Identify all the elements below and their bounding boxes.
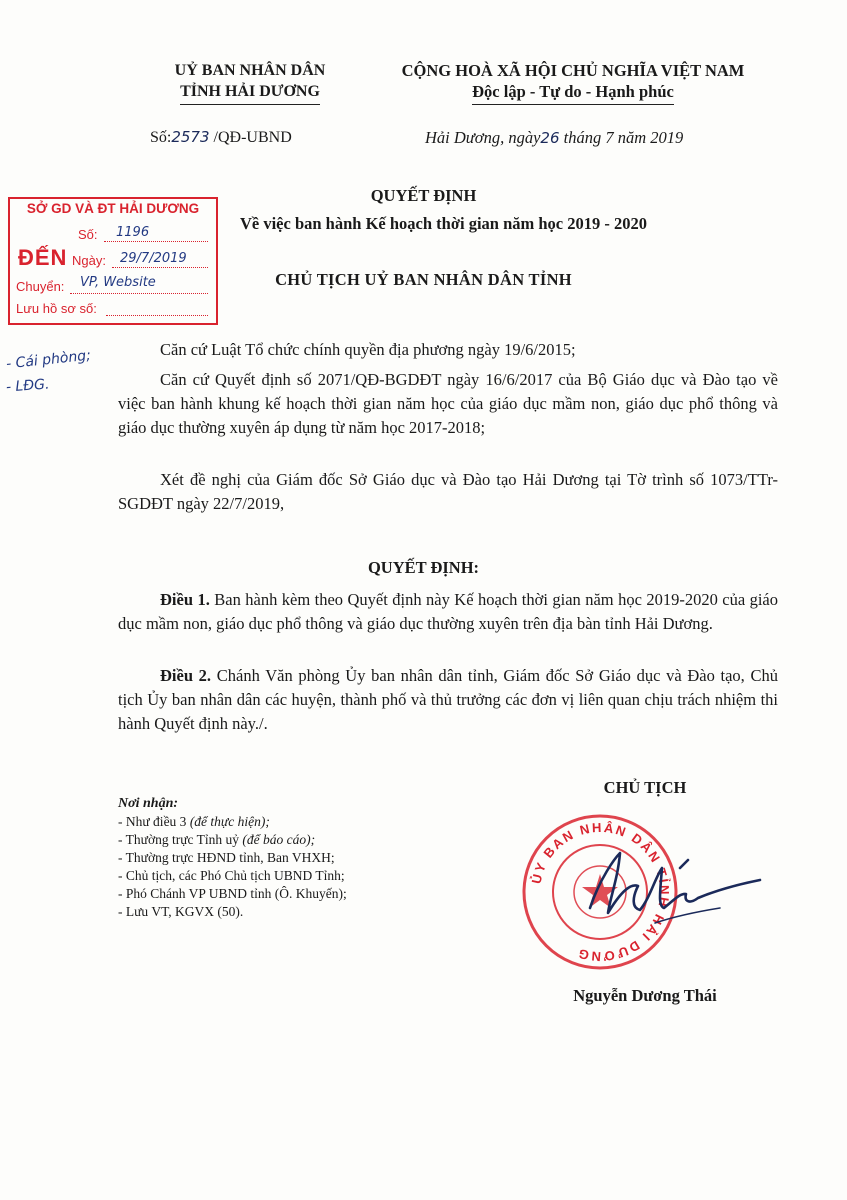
- recipients-title: Nơi nhận:: [118, 796, 179, 811]
- nation-line-1: CỘNG HOÀ XÃ HỘI CHỦ NGHĨA VIỆT NAM: [401, 61, 745, 80]
- stamp-office: SỞ GD VÀ ĐT HẢI DƯƠNG: [26, 201, 200, 216]
- stamp-ngay-value: 29/7/2019: [120, 251, 187, 266]
- recipient-item: - Thường trực Tỉnh uỷ (để báo cáo);: [118, 832, 316, 847]
- recipient-item: - Như điều 3 (để thực hiện);: [118, 814, 270, 829]
- stamp-chuyen-value: VP, Website: [80, 275, 156, 290]
- margin-note: - LĐG.: [5, 376, 50, 396]
- preamble-paragraph: Xét đề nghị của Giám đốc Sở Giáo dục và Đào tạo Hải Dương tại Tờ trình số 1073/TTr-SGDĐT ngày 22/7/2019,: [118, 470, 778, 513]
- decision-heading: QUYẾT ĐỊNH:: [367, 558, 480, 577]
- incoming-stamp: [8, 197, 218, 325]
- seal-ring-text: ỦY BAN NHÂN DÂN TỈNH HẢI DƯƠNG: [528, 819, 673, 965]
- stamp-dots: [106, 315, 208, 316]
- place-date-prefix: Hải Dương, ngày: [425, 128, 541, 147]
- number-prefix: Số:: [150, 129, 172, 146]
- document-subject: Về việc ban hành Kế hoạch thời gian năm học 2019 - 2020: [239, 214, 647, 233]
- org-line-2: TỈNH HẢI DƯƠNG: [180, 81, 320, 105]
- stamp-ngay-label: Ngày:: [72, 253, 106, 268]
- stamp-den: ĐẾN: [18, 245, 68, 270]
- preamble-paragraph: Căn cứ Quyết định số 2071/QĐ-BGDĐT ngày 16/6/2017 của Bộ Giáo dục và Đào tạo về việc ban hành khung kế hoạch thời gian năm học của giáo dục mầm non, giáo dục phổ thông và giáo dục thường xuyên áp dụng từ năm học 2017-2018;: [118, 370, 778, 437]
- stamp-dots: [70, 293, 208, 294]
- stamp-so-label: Số:: [78, 227, 98, 242]
- signer-title: CHỦ TỊCH: [603, 778, 687, 797]
- national-motto: [368, 60, 778, 105]
- stamp-so-value: 1196: [116, 225, 150, 240]
- article-1: [118, 588, 778, 636]
- nation-line-2: Độc lập - Tự do - Hạnh phúc: [472, 81, 674, 105]
- recipient-item: - Chủ tịch, các Phó Chủ tịch UBND Tỉnh;: [118, 868, 345, 883]
- preamble-paragraph: Căn cứ Luật Tổ chức chính quyền địa phương ngày 19/6/2015;: [160, 340, 576, 359]
- number-handwritten: 2573: [171, 128, 210, 146]
- signer-name: Nguyễn Dương Thái: [573, 986, 717, 1005]
- article-text: Ban hành kèm theo Quyết định này Kế hoạch thời gian năm học 2019-2020 của giáo dục mầm non, giáo dục phổ thông và giáo dục thường xuyên trên địa bàn tỉnh Hải Dương.: [118, 590, 779, 633]
- stamp-dots: [104, 241, 208, 242]
- recipient-item: - Lưu VT, KGVX (50).: [118, 904, 244, 919]
- document-number: [150, 128, 292, 147]
- number-suffix: /QĐ-UBND: [213, 129, 292, 146]
- document-title: QUYẾT ĐỊNH: [370, 186, 477, 205]
- place-date-day: 26: [540, 129, 560, 147]
- recipients-block: [118, 795, 347, 921]
- handwritten-signature: [560, 838, 790, 938]
- issuing-organization: [150, 60, 350, 105]
- org-line-1: UỶ BAN NHÂN DÂN: [174, 62, 326, 79]
- article-2: [118, 664, 778, 736]
- margin-note: - Cái phòng;: [5, 347, 92, 373]
- stamp-luu-label: Lưu hồ sơ số:: [16, 301, 97, 316]
- recipient-item: - Thường trực HĐND tỉnh, Ban VHXH;: [118, 850, 335, 865]
- place-date-suffix: tháng 7 năm 2019: [563, 128, 684, 147]
- stamp-dots: [112, 267, 208, 268]
- recipient-item: - Phó Chánh VP UBND tỉnh (Ô. Khuyến);: [118, 886, 347, 901]
- article-label: Điều 2.: [160, 666, 212, 685]
- stamp-chuyen-label: Chuyển:: [16, 279, 65, 294]
- article-label: Điều 1.: [160, 590, 210, 609]
- issuing-authority: CHỦ TỊCH UỶ BAN NHÂN DÂN TỈNH: [275, 270, 572, 289]
- article-text: Chánh Văn phòng Ủy ban nhân dân tỉnh, Giám đốc Sở Giáo dục và Đào tạo, Chủ tịch Ủy ban nhân dân các huyện, thành phố và thủ trưởng các đơn vị liên quan chịu trách nhiệm thi hành Quyết định này./.: [118, 666, 778, 733]
- place-and-date: [425, 128, 683, 148]
